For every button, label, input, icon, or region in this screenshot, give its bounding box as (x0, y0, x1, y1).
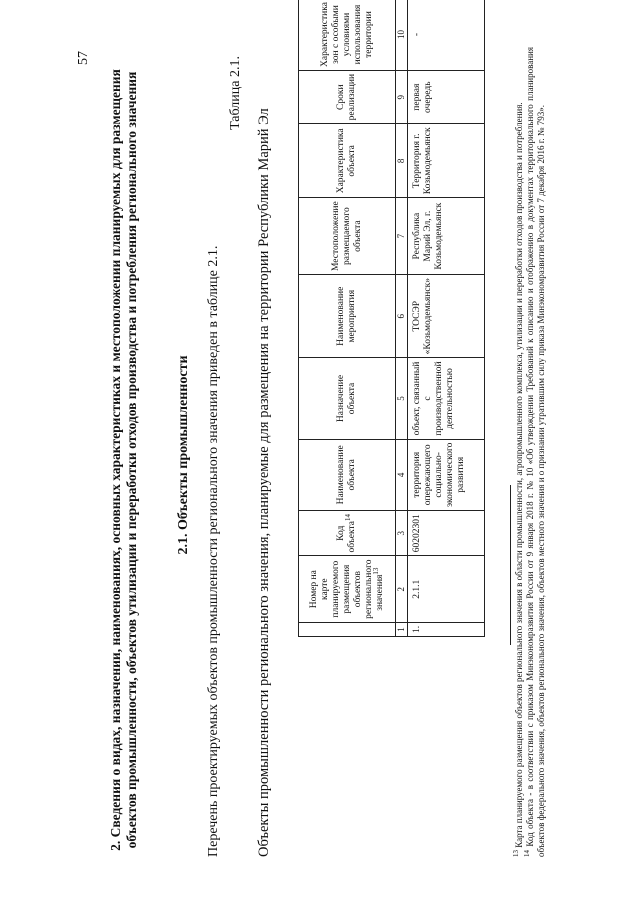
column-number: 2 (396, 556, 408, 622)
page-number: 57 (76, 51, 91, 65)
table-caption: Объекты промышленности регионального значения, планируемые для размещения на территории Республики Марий Эл (256, 108, 272, 857)
column-number: 9 (396, 70, 408, 123)
object-name-cell: территория опережающего социально-экономического развития (408, 439, 485, 510)
footnote-mark: 13 (371, 567, 380, 575)
zones-cell: - (408, 0, 485, 70)
column-number: 5 (396, 358, 408, 439)
header-cell: Характеристика зон с особыми условиями использования территории (299, 0, 396, 70)
header-cell: Назначение объекта (299, 358, 396, 439)
header-cell: Характеристика объекта (299, 124, 396, 198)
footnote-text: Карта планируемого размещения объектов регионального значения в области промышленности, агропромышленного комплекса, утилизации и переработки отходов производства и потребления. (514, 102, 524, 848)
table-header-row (299, 0, 396, 637)
row-number: 1. (408, 622, 485, 636)
objects-table (298, 0, 485, 637)
column-number: 3 (396, 511, 408, 556)
characteristic-cell: Территория г. Козьмодемьянск (408, 124, 485, 198)
header-cell: Наименование объекта (299, 439, 396, 510)
footnotes (514, 47, 547, 857)
column-number: 1 (396, 622, 408, 636)
column-number: 6 (396, 275, 408, 358)
footnote-divider (510, 485, 511, 645)
header-cell (299, 556, 396, 622)
footnote-mark: 13 (512, 850, 520, 857)
subsection-heading: 2.1. Объекты промышленности (176, 355, 191, 555)
column-number: 7 (396, 198, 408, 275)
footnote-14 (525, 47, 547, 857)
column-number: 10 (396, 0, 408, 70)
object-code-cell: 60202301 (408, 511, 485, 556)
footnote-text: Код объекта - в соответствии с приказом Минэкономразвития России от 9 января 2018 г. № 10 «Об утверждении Требований к описанию и отображению в документах территориального планирования объектов федерального значения, объектов регионального значения, объектов местного значения и о признании утратившим силу приказа Минэкономразвития России от 7 декабря 2016 г. № 793». (525, 46, 546, 857)
header-text: Код объекта (336, 521, 357, 553)
header-cell (299, 622, 396, 636)
header-cell: Наименование мероприятия (299, 275, 396, 358)
footnote-13 (514, 47, 525, 857)
measure-name-cell: ТОСЭР «Козьмодемьянск» (408, 275, 485, 358)
timeline-cell: первая очередь (408, 70, 485, 123)
table-row (408, 0, 485, 637)
header-text: Номер на карте планируемого размещения объектов регионального значения (308, 559, 385, 619)
section-heading: 2. Сведения о видах, назначении, наименованиях, основных характеристиках и местоположении планируемых для размещения объектов промышленности, объектов утилизации и переработки отходов производства и потребления регионального значения (108, 69, 139, 851)
object-purpose-cell: объект, связанный с производственной деятельностью (408, 358, 485, 439)
header-cell (299, 511, 396, 556)
location-cell: Республика Марий Эл, г. Козьмодемьянск (408, 198, 485, 275)
header-cell: Местоположение размещаемого объекта (299, 198, 396, 275)
table-label: Таблица 2.1. (228, 56, 243, 130)
header-cell: Сроки реализации (299, 70, 396, 123)
footnote-mark: 14 (523, 850, 531, 857)
column-number-row (396, 0, 408, 637)
footnote-mark: 14 (343, 514, 352, 522)
intro-paragraph: Перечень проектируемых объектов промышленности регионального значения приведен в таблице 2.1. (206, 245, 221, 857)
column-number: 8 (396, 124, 408, 198)
column-number: 4 (396, 439, 408, 510)
map-number-cell: 2.1.1 (408, 556, 485, 622)
